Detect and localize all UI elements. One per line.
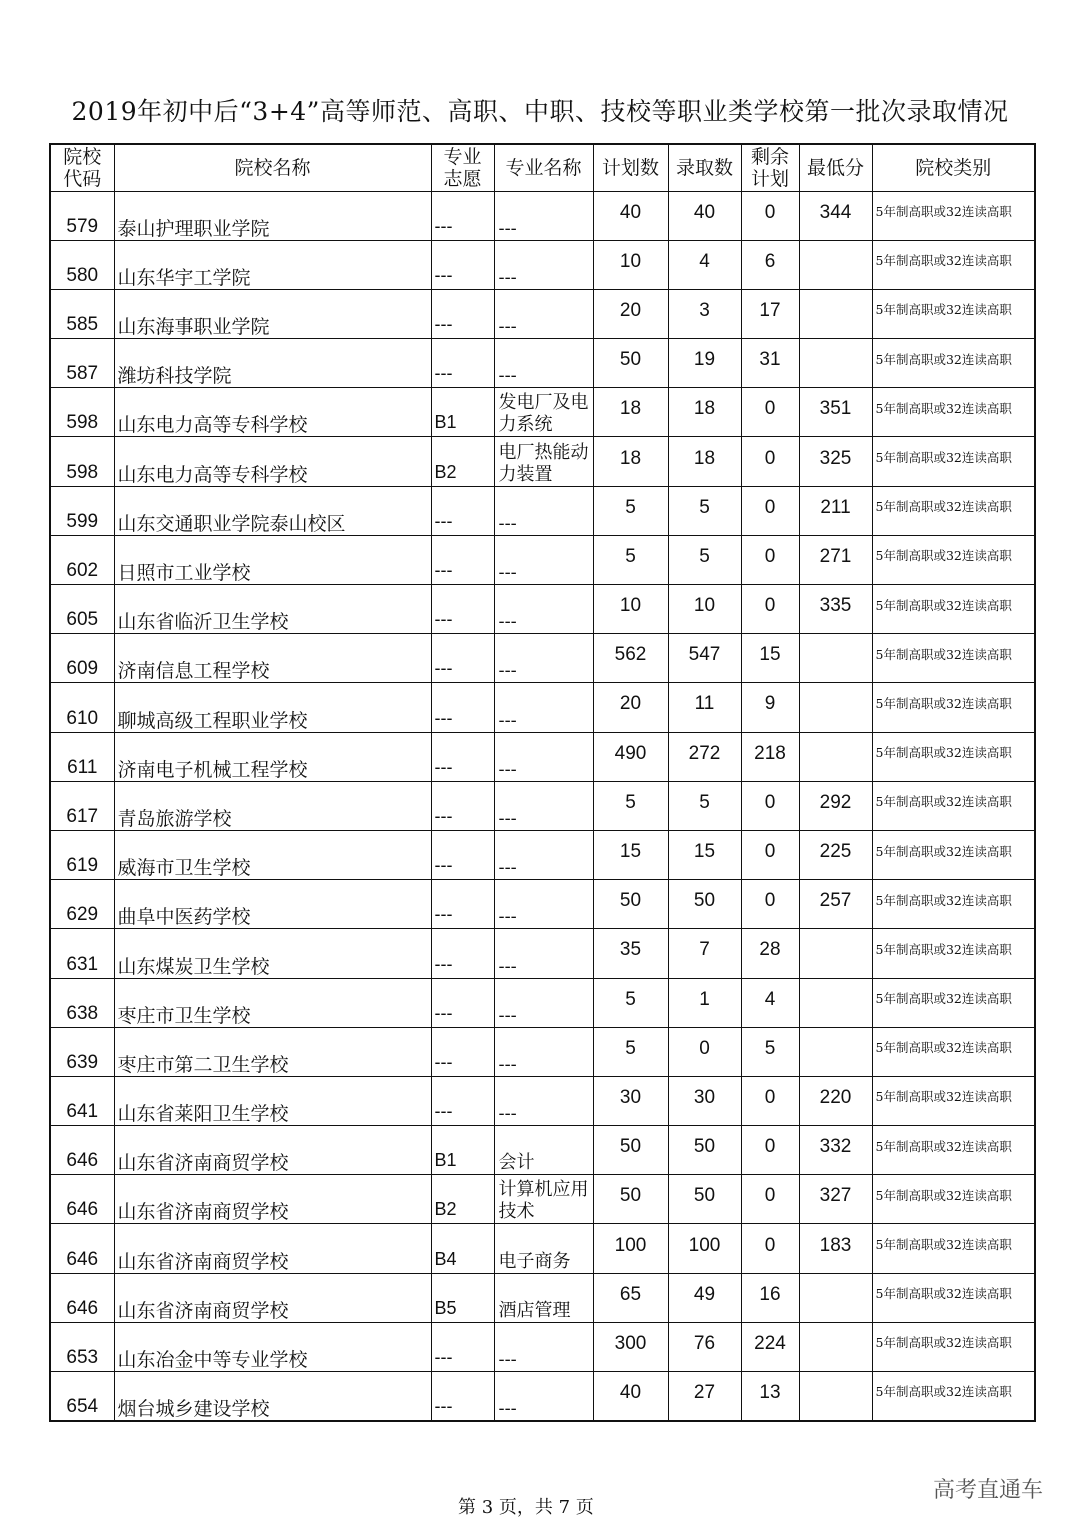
cell-name: 日照市工业学校 [114, 535, 431, 584]
cell-volunteer: --- [431, 781, 494, 830]
cell-remaining: 0 [741, 1126, 799, 1175]
cell-plan: 30 [593, 1076, 668, 1125]
cell-remaining: 0 [741, 191, 799, 240]
cell-major: --- [494, 683, 593, 732]
cell-code: 631 [50, 929, 114, 978]
cell-code: 619 [50, 830, 114, 879]
cell-plan: 50 [593, 1126, 668, 1175]
cell-major: 电子商务 [494, 1224, 593, 1273]
header-name: 院校名称 [114, 144, 431, 191]
cell-plan: 50 [593, 339, 668, 388]
cell-remaining: 17 [741, 289, 799, 338]
cell-remaining: 31 [741, 339, 799, 388]
cell-name: 山东省济南商贸学校 [114, 1126, 431, 1175]
table-row [50, 830, 1035, 879]
header-volunteer: 专业志愿 [431, 144, 494, 191]
cell-min-score [799, 1322, 872, 1371]
cell-admitted: 547 [668, 634, 741, 683]
header-remaining: 剩余计划 [741, 144, 799, 191]
cell-remaining: 218 [741, 732, 799, 781]
table-row [50, 1076, 1035, 1125]
table-row [50, 1372, 1035, 1421]
cell-min-score [799, 339, 872, 388]
cell-type: 5年制高职或32连读高职 [872, 634, 1035, 683]
cell-code: 641 [50, 1076, 114, 1125]
cell-code: 646 [50, 1126, 114, 1175]
table-row [50, 1027, 1035, 1076]
cell-admitted: 15 [668, 830, 741, 879]
cell-remaining: 5 [741, 1027, 799, 1076]
cell-remaining: 16 [741, 1273, 799, 1322]
table-row [50, 1126, 1035, 1175]
table-row [50, 634, 1035, 683]
cell-volunteer: --- [431, 339, 494, 388]
cell-min-score: 225 [799, 830, 872, 879]
cell-name: 枣庄市卫生学校 [114, 978, 431, 1027]
cell-name: 山东华宇工学院 [114, 240, 431, 289]
table-row [50, 978, 1035, 1027]
cell-volunteer: --- [431, 1322, 494, 1371]
cell-major: --- [494, 191, 593, 240]
cell-major: --- [494, 1322, 593, 1371]
cell-plan: 40 [593, 1372, 668, 1421]
cell-name: 山东省济南商贸学校 [114, 1224, 431, 1273]
cell-name: 青岛旅游学校 [114, 781, 431, 830]
cell-code: 599 [50, 486, 114, 535]
cell-plan: 5 [593, 486, 668, 535]
cell-plan: 65 [593, 1273, 668, 1322]
cell-major: --- [494, 1076, 593, 1125]
cell-min-score [799, 634, 872, 683]
cell-type: 5年制高职或32连读高职 [872, 289, 1035, 338]
cell-major: 发电厂及电力系统 [494, 388, 593, 437]
cell-plan: 5 [593, 1027, 668, 1076]
cell-type: 5年制高职或32连读高职 [872, 1224, 1035, 1273]
cell-major: --- [494, 585, 593, 634]
cell-major: --- [494, 339, 593, 388]
cell-volunteer: --- [431, 585, 494, 634]
cell-type: 5年制高职或32连读高职 [872, 1273, 1035, 1322]
cell-volunteer: --- [431, 535, 494, 584]
cell-code: 602 [50, 535, 114, 584]
cell-admitted: 272 [668, 732, 741, 781]
header-row [50, 144, 1035, 191]
cell-type: 5年制高职或32连读高职 [872, 535, 1035, 584]
header-code: 院校代码 [50, 144, 114, 191]
cell-type: 5年制高职或32连读高职 [872, 437, 1035, 486]
cell-volunteer: --- [431, 1076, 494, 1125]
cell-admitted: 11 [668, 683, 741, 732]
cell-min-score: 344 [799, 191, 872, 240]
cell-volunteer: B1 [431, 1126, 494, 1175]
cell-plan: 18 [593, 437, 668, 486]
cell-volunteer: --- [431, 1372, 494, 1421]
cell-code: 610 [50, 683, 114, 732]
header-type: 院校类别 [872, 144, 1035, 191]
cell-volunteer: B5 [431, 1273, 494, 1322]
table-row [50, 781, 1035, 830]
cell-major: --- [494, 535, 593, 584]
cell-volunteer: --- [431, 1027, 494, 1076]
cell-major: --- [494, 486, 593, 535]
table-row [50, 240, 1035, 289]
cell-min-score: 327 [799, 1175, 872, 1224]
cell-min-score: 335 [799, 585, 872, 634]
cell-volunteer: --- [431, 634, 494, 683]
cell-volunteer: B2 [431, 1175, 494, 1224]
cell-remaining: 0 [741, 486, 799, 535]
cell-min-score [799, 683, 872, 732]
cell-plan: 10 [593, 240, 668, 289]
cell-type: 5年制高职或32连读高职 [872, 191, 1035, 240]
cell-major: 计算机应用技术 [494, 1175, 593, 1224]
table-row [50, 1273, 1035, 1322]
cell-admitted: 40 [668, 191, 741, 240]
cell-admitted: 18 [668, 388, 741, 437]
cell-min-score [799, 732, 872, 781]
cell-name: 山东省临沂卫生学校 [114, 585, 431, 634]
cell-code: 617 [50, 781, 114, 830]
cell-remaining: 15 [741, 634, 799, 683]
cell-admitted: 76 [668, 1322, 741, 1371]
cell-code: 605 [50, 585, 114, 634]
cell-plan: 490 [593, 732, 668, 781]
cell-min-score [799, 1372, 872, 1421]
table-row [50, 683, 1035, 732]
cell-admitted: 27 [668, 1372, 741, 1421]
cell-min-score [799, 289, 872, 338]
cell-name: 威海市卫生学校 [114, 830, 431, 879]
cell-plan: 5 [593, 978, 668, 1027]
cell-major: --- [494, 781, 593, 830]
cell-plan: 40 [593, 191, 668, 240]
cell-volunteer: B4 [431, 1224, 494, 1273]
cell-type: 5年制高职或32连读高职 [872, 1027, 1035, 1076]
cell-remaining: 0 [741, 880, 799, 929]
cell-name: 山东海事职业学院 [114, 289, 431, 338]
cell-name: 枣庄市第二卫生学校 [114, 1027, 431, 1076]
cell-code: 611 [50, 732, 114, 781]
cell-volunteer: --- [431, 191, 494, 240]
cell-admitted: 49 [668, 1273, 741, 1322]
cell-min-score [799, 1273, 872, 1322]
cell-type: 5年制高职或32连读高职 [872, 585, 1035, 634]
cell-major: --- [494, 289, 593, 338]
cell-name: 济南电子机械工程学校 [114, 732, 431, 781]
cell-volunteer: --- [431, 732, 494, 781]
table-row [50, 289, 1035, 338]
cell-name: 山东省莱阳卫生学校 [114, 1076, 431, 1125]
cell-plan: 50 [593, 1175, 668, 1224]
cell-remaining: 4 [741, 978, 799, 1027]
cell-name: 济南信息工程学校 [114, 634, 431, 683]
cell-remaining: 0 [741, 437, 799, 486]
cell-volunteer: B1 [431, 388, 494, 437]
cell-admitted: 100 [668, 1224, 741, 1273]
cell-min-score [799, 1027, 872, 1076]
page-title: 2019年初中后“3+4”高等师范、高职、中职、技校等职业类学校第一批次录取情况 [71, 97, 1009, 126]
cell-plan: 100 [593, 1224, 668, 1273]
cell-code: 598 [50, 388, 114, 437]
cell-type: 5年制高职或32连读高职 [872, 732, 1035, 781]
cell-code: 579 [50, 191, 114, 240]
cell-admitted: 3 [668, 289, 741, 338]
cell-name: 曲阜中医药学校 [114, 880, 431, 929]
cell-type: 5年制高职或32连读高职 [872, 339, 1035, 388]
cell-major: 电厂热能动力装置 [494, 437, 593, 486]
table-row [50, 1322, 1035, 1371]
cell-volunteer: --- [431, 240, 494, 289]
cell-major: --- [494, 978, 593, 1027]
cell-plan: 15 [593, 830, 668, 879]
cell-plan: 35 [593, 929, 668, 978]
cell-name: 山东冶金中等专业学校 [114, 1322, 431, 1371]
cell-type: 5年制高职或32连读高职 [872, 683, 1035, 732]
cell-min-score: 325 [799, 437, 872, 486]
cell-remaining: 0 [741, 830, 799, 879]
cell-min-score: 183 [799, 1224, 872, 1273]
table-row [50, 880, 1035, 929]
cell-volunteer: --- [431, 880, 494, 929]
cell-min-score [799, 240, 872, 289]
cell-name: 聊城高级工程职业学校 [114, 683, 431, 732]
cell-code: 646 [50, 1175, 114, 1224]
cell-major: --- [494, 830, 593, 879]
cell-volunteer: --- [431, 929, 494, 978]
cell-admitted: 5 [668, 486, 741, 535]
cell-code: 629 [50, 880, 114, 929]
cell-admitted: 10 [668, 585, 741, 634]
cell-admitted: 50 [668, 1126, 741, 1175]
cell-name: 山东电力高等专科学校 [114, 437, 431, 486]
cell-type: 5年制高职或32连读高职 [872, 830, 1035, 879]
table-row [50, 1224, 1035, 1273]
cell-code: 580 [50, 240, 114, 289]
cell-plan: 20 [593, 683, 668, 732]
cell-type: 5年制高职或32连读高职 [872, 781, 1035, 830]
cell-admitted: 19 [668, 339, 741, 388]
page-number: 第 3 页，共 7 页 [458, 1497, 594, 1518]
cell-remaining: 0 [741, 585, 799, 634]
cell-code: 653 [50, 1322, 114, 1371]
cell-plan: 562 [593, 634, 668, 683]
cell-admitted: 4 [668, 240, 741, 289]
cell-code: 585 [50, 289, 114, 338]
header-major: 专业名称 [494, 144, 593, 191]
cell-min-score [799, 978, 872, 1027]
cell-volunteer: --- [431, 683, 494, 732]
cell-min-score: 332 [799, 1126, 872, 1175]
cell-remaining: 28 [741, 929, 799, 978]
cell-code: 646 [50, 1224, 114, 1273]
cell-plan: 18 [593, 388, 668, 437]
header-admitted: 录取数 [668, 144, 741, 191]
cell-code: 639 [50, 1027, 114, 1076]
cell-name: 烟台城乡建设学校 [114, 1372, 431, 1421]
table-row [50, 732, 1035, 781]
cell-code: 638 [50, 978, 114, 1027]
cell-major: --- [494, 880, 593, 929]
cell-admitted: 50 [668, 880, 741, 929]
cell-major: --- [494, 634, 593, 683]
cell-admitted: 7 [668, 929, 741, 978]
cell-remaining: 0 [741, 1175, 799, 1224]
cell-major: 酒店管理 [494, 1273, 593, 1322]
cell-admitted: 0 [668, 1027, 741, 1076]
cell-type: 5年制高职或32连读高职 [872, 929, 1035, 978]
cell-remaining: 224 [741, 1322, 799, 1371]
cell-plan: 5 [593, 781, 668, 830]
cell-name: 泰山护理职业学院 [114, 191, 431, 240]
cell-volunteer: B2 [431, 437, 494, 486]
cell-admitted: 5 [668, 781, 741, 830]
cell-remaining: 0 [741, 535, 799, 584]
table-row [50, 191, 1035, 240]
cell-code: 646 [50, 1273, 114, 1322]
cell-type: 5年制高职或32连读高职 [872, 1076, 1035, 1125]
cell-remaining: 0 [741, 388, 799, 437]
cell-major: --- [494, 929, 593, 978]
cell-min-score: 271 [799, 535, 872, 584]
cell-plan: 20 [593, 289, 668, 338]
watermark: 高考直通车 [933, 1478, 1044, 1503]
cell-remaining: 0 [741, 1076, 799, 1125]
table-row [50, 535, 1035, 584]
cell-name: 山东省济南商贸学校 [114, 1175, 431, 1224]
header-min-score: 最低分 [799, 144, 872, 191]
cell-major: --- [494, 1027, 593, 1076]
cell-name: 山东交通职业学院泰山校区 [114, 486, 431, 535]
cell-type: 5年制高职或32连读高职 [872, 1372, 1035, 1421]
cell-min-score: 351 [799, 388, 872, 437]
cell-major: 会计 [494, 1126, 593, 1175]
cell-type: 5年制高职或32连读高职 [872, 240, 1035, 289]
cell-remaining: 9 [741, 683, 799, 732]
cell-min-score: 257 [799, 880, 872, 929]
cell-min-score: 211 [799, 486, 872, 535]
cell-code: 598 [50, 437, 114, 486]
cell-name: 潍坊科技学院 [114, 339, 431, 388]
cell-volunteer: --- [431, 486, 494, 535]
cell-volunteer: --- [431, 830, 494, 879]
cell-min-score: 292 [799, 781, 872, 830]
table-row [50, 585, 1035, 634]
admission-table [49, 143, 1036, 1422]
header-plan: 计划数 [593, 144, 668, 191]
cell-remaining: 0 [741, 781, 799, 830]
cell-type: 5年制高职或32连读高职 [872, 486, 1035, 535]
cell-plan: 300 [593, 1322, 668, 1371]
cell-type: 5年制高职或32连读高职 [872, 1175, 1035, 1224]
cell-name: 山东省济南商贸学校 [114, 1273, 431, 1322]
cell-type: 5年制高职或32连读高职 [872, 388, 1035, 437]
cell-name: 山东煤炭卫生学校 [114, 929, 431, 978]
cell-remaining: 0 [741, 1224, 799, 1273]
cell-remaining: 6 [741, 240, 799, 289]
cell-admitted: 18 [668, 437, 741, 486]
cell-code: 609 [50, 634, 114, 683]
table-row [50, 929, 1035, 978]
table-row [50, 1175, 1035, 1224]
table-row [50, 388, 1035, 437]
cell-type: 5年制高职或32连读高职 [872, 880, 1035, 929]
table-row [50, 339, 1035, 388]
cell-plan: 10 [593, 585, 668, 634]
cell-volunteer: --- [431, 978, 494, 1027]
cell-admitted: 1 [668, 978, 741, 1027]
cell-admitted: 50 [668, 1175, 741, 1224]
cell-name: 山东电力高等专科学校 [114, 388, 431, 437]
cell-major: --- [494, 240, 593, 289]
cell-type: 5年制高职或32连读高职 [872, 1322, 1035, 1371]
cell-plan: 5 [593, 535, 668, 584]
cell-volunteer: --- [431, 289, 494, 338]
cell-plan: 50 [593, 880, 668, 929]
cell-major: --- [494, 732, 593, 781]
cell-min-score: 220 [799, 1076, 872, 1125]
cell-major: --- [494, 1372, 593, 1421]
cell-code: 587 [50, 339, 114, 388]
cell-type: 5年制高职或32连读高职 [872, 1126, 1035, 1175]
cell-remaining: 13 [741, 1372, 799, 1421]
table-row [50, 437, 1035, 486]
table-row [50, 486, 1035, 535]
cell-code: 654 [50, 1372, 114, 1421]
cell-admitted: 30 [668, 1076, 741, 1125]
cell-admitted: 5 [668, 535, 741, 584]
cell-min-score [799, 929, 872, 978]
cell-type: 5年制高职或32连读高职 [872, 978, 1035, 1027]
